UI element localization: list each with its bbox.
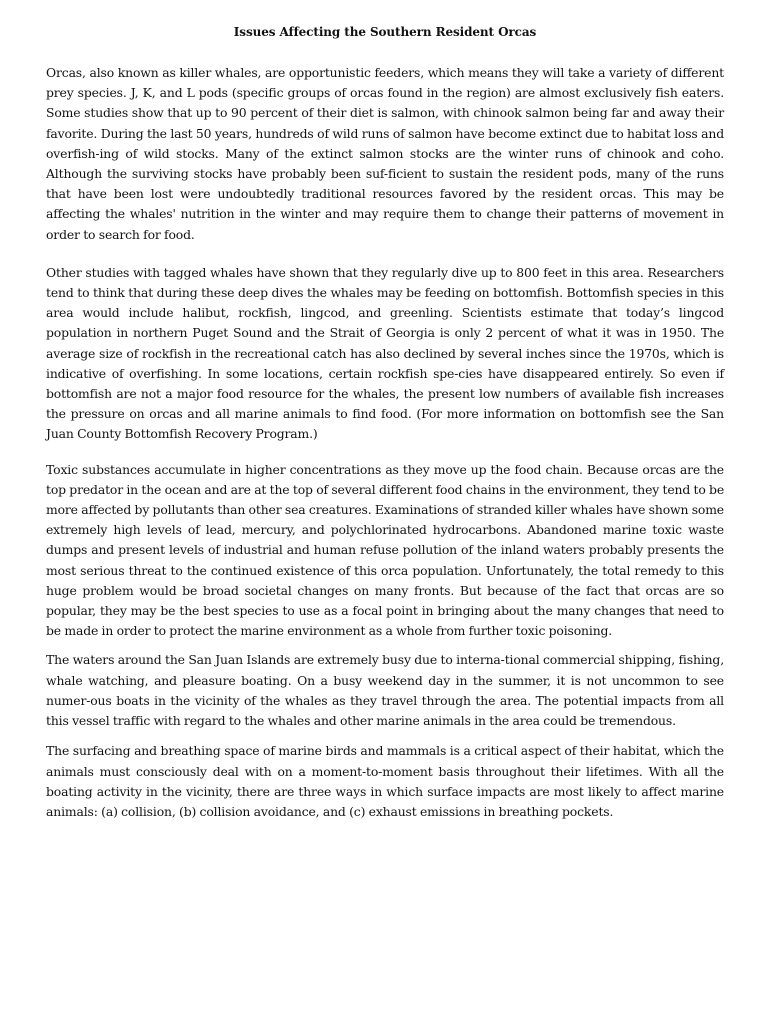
paragraph-diet: Orcas, also known as killer whales, are opportunistic feeders, which means they will take a variety of different prey species. J, K, and L pods (specific groups of orcas found in the region) are almost exclusively fish eaters. Some studies show that up to 90 percent of their diet is salmon, with chinook salmon being far and away their favorite. During the last 50 years, hundreds of wild runs of salmon have become extinct due to habitat loss and overfish-ing of wild stocks. Many of the extinct salmon stocks are the winter runs of chinook and coho. Although the surviving stocks have probably been suf-ficient to sustain the resident pods, many of the runs that have been lost were undoubtedly traditional resources favored by the resident orcas. This may be affecting the whales' nutrition in the winter and may require them to change their patterns of movement in order to search for food. [46,65,724,242]
paragraph-bottomfish: Other studies with tagged whales have shown that they regularly dive up to 800 feet in this area. Researchers tend to think that during these deep dives the whales may be feeding on bottomfish. Bottomfish species in this area would include halibut, rockfish, lingcod, and greenling. Scientists estimate that today’s lingcod population in northern Puget Sound and the Strait of Georgia is only 2 percent of what it was in 1950. The average size of rockfish in the recreational catch has also declined by several inches since the 1970s, which is indicative of overfishing. In some locations, certain rockfish spe-cies have disappeared entirely. So even if bottomfish are not a major food resource for the whales, the present low numbers of available fish increases the pressure on orcas and all marine animals to find food. (For more information on bottomfish see the San Juan County Bottomfish Recovery Program.) [46,264,724,442]
paragraph-surfacing: The surfacing and breathing space of marine birds and mammals is a critical aspect of their habitat, which the animals must consciously deal with on a moment-to-moment basis throughout their lifetimes. With all the boating activity in the vicinity, there are three ways in which surface impacts are most likely to affect marine animals: (a) collision, (b) collision avoidance, and (c) exhaust emissions in breathing pockets. [46,743,724,819]
paragraph-vessel-traffic: The waters around the San Juan Islands are extremely busy due to interna-tional commercial shipping, fishing, whale watching, and pleasure boating. On a busy weekend day in the summer, it is not uncommon to see numer-ous boats in the vicinity of the whales as they travel through the area. The potential impacts from all this vessel traffic with regard to the whales and other marine animals in the area could be tremendous. [46,652,724,729]
document-title: Issues Affecting the Southern Resident Orcas [233,25,537,39]
paragraph-toxic-substances: Toxic substances accumulate in higher concentrations as they move up the food chain. Because orcas are the top predator in the ocean and are at the top of several different food chains in the environment, they tend to be more affected by pollutants than other sea creatures. Examinations of stranded killer whales have shown some extremely high levels of lead, mercury, and polychlorinated hydrocarbons. Abandoned marine toxic waste dumps and present levels of industrial and human refuse pollution of the inland waters probably presents the most serious threat to the continued existence of this orca population. Unfortunately, the total remedy to this huge problem would be broad societal changes on many fronts. But because of the fact that orcas are so popular, they may be the best species to use as a focal point in bringing about the many changes that need to be made in order to protect the marine environment as a whole from further toxic poisoning. [46,461,724,639]
document-page [46,0,724,822]
